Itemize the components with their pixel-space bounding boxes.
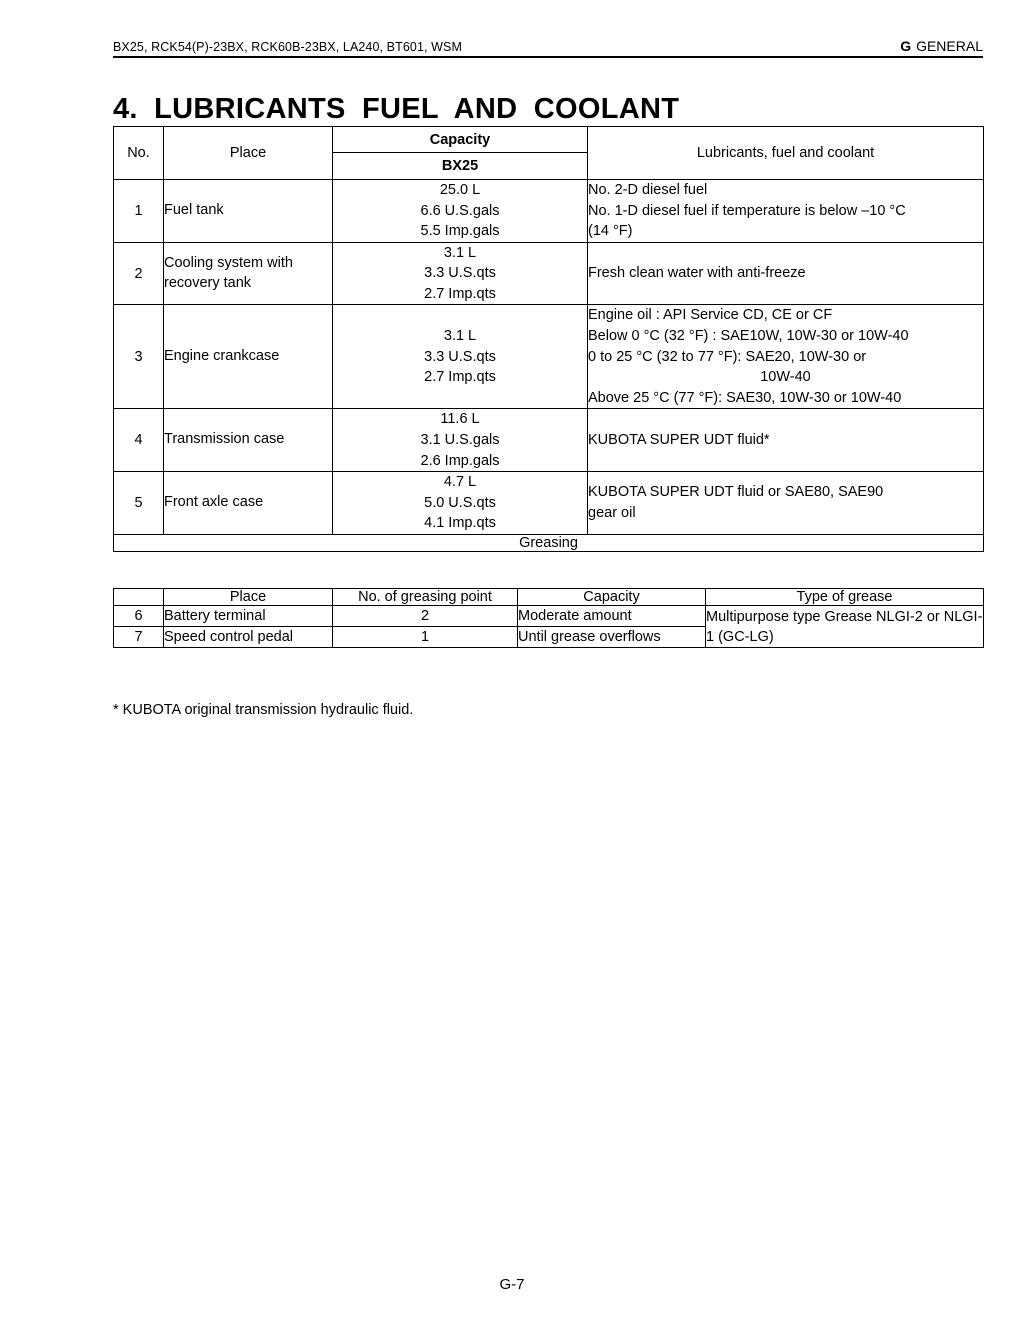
running-header — [113, 38, 983, 58]
greasing-column-header-capacity: Capacity — [518, 589, 706, 606]
capacity-line: 4.7 L — [443, 474, 477, 491]
capacity-line: 3.1 U.S.gals — [420, 431, 500, 448]
greasing-header-row — [114, 589, 984, 606]
lubricant-line: No. 1-D diesel fuel if temperature is below –10 °C — [588, 202, 906, 219]
greasing-row-points: 2 — [333, 606, 518, 627]
greasing-row-number: 6 — [114, 606, 164, 627]
header-section-name: GENERAL — [916, 38, 983, 54]
row-lubricant — [588, 180, 984, 243]
row-capacity — [333, 180, 588, 243]
greasing-row-capacity: Moderate amount — [518, 606, 706, 627]
greasing-table — [113, 588, 984, 648]
greasing-header-no-spacer — [114, 589, 164, 606]
row-place: Front axle case — [164, 472, 333, 535]
capacity-line: 2.7 Imp.qts — [424, 285, 496, 302]
lubricant-line: 10W-40 — [760, 369, 811, 386]
greasing-row-number: 7 — [114, 627, 164, 648]
capacity-line: 6.6 U.S.gals — [420, 202, 500, 219]
greasing-band-label: Greasing — [114, 534, 984, 551]
capacity-line: 11.6 L — [440, 411, 480, 428]
header-section-letter: G — [900, 38, 912, 54]
row-lubricant — [588, 242, 984, 305]
lubricant-line: gear oil — [588, 504, 636, 521]
greasing-row-points: 1 — [333, 627, 518, 648]
row-lubricant — [588, 472, 984, 535]
greasing-column-header-points: No. of greasing point — [333, 589, 518, 606]
row-number: 3 — [114, 305, 164, 409]
lubricant-line: (14 °F) — [588, 223, 633, 240]
header-model-list: BX25, RCK54(P)-23BX, RCK60B-23BX, LA240, BT601, WSM — [113, 40, 463, 54]
row-place: Fuel tank — [164, 180, 333, 243]
table-row — [114, 180, 984, 243]
column-header-lubricants: Lubricants, fuel and coolant — [588, 127, 984, 180]
greasing-row-capacity: Until grease overflows — [518, 627, 706, 648]
row-number: 5 — [114, 472, 164, 535]
lubricants-table — [113, 126, 984, 552]
column-header-no: No. — [114, 127, 164, 180]
lubricant-line: 0 to 25 °C (32 to 77 °F): SAE20, 10W-30 or — [588, 348, 867, 365]
row-capacity — [333, 472, 588, 535]
capacity-line: 2.6 Imp.gals — [420, 452, 500, 469]
page-number: G-7 — [499, 1276, 525, 1293]
capacity-line: 25.0 L — [439, 182, 481, 198]
capacity-line: 5.5 Imp.gals — [420, 223, 500, 240]
capacity-line: 3.1 L — [443, 328, 477, 345]
page-title: 4. LUBRICANTS FUEL AND COOLANT — [113, 93, 680, 126]
row-place: Engine crankcase — [164, 305, 333, 409]
capacity-line: 3.3 U.S.qts — [424, 348, 496, 365]
lubricant-line: Below 0 °C (32 °F) : SAE10W, 10W-30 or 10W-40 — [588, 328, 909, 345]
lubricant-line: No. 2-D diesel fuel — [588, 182, 708, 198]
greasing-type-of-grease: Multipurpose type Grease NLGI-2 or NLGI-1 (GC-LG) — [706, 606, 984, 648]
table-row — [114, 242, 984, 305]
lubricant-line: KUBOTA SUPER UDT fluid* — [588, 431, 770, 448]
lubricant-line: Engine oil : API Service CD, CE or CF — [588, 307, 833, 324]
greasing-row-place: Speed control pedal — [164, 627, 333, 648]
greasing-band-row — [114, 534, 984, 551]
table-header-row — [114, 127, 984, 180]
column-header-capacity-model: BX25 — [441, 158, 479, 174]
table-row — [114, 409, 984, 472]
capacity-line: 2.7 Imp.qts — [424, 369, 496, 386]
column-header-place: Place — [164, 127, 333, 180]
row-capacity — [333, 242, 588, 305]
greasing-row — [114, 606, 984, 627]
table-row — [114, 472, 984, 535]
column-header-capacity: Capacity — [333, 127, 587, 153]
header-section-label — [900, 38, 983, 54]
row-capacity — [333, 409, 588, 472]
capacity-line: 5.0 U.S.qts — [424, 494, 496, 511]
lubricant-line: KUBOTA SUPER UDT fluid or SAE80, SAE90 — [588, 484, 884, 501]
row-place: Cooling system with recovery tank — [164, 242, 333, 305]
column-header-capacity-group — [333, 127, 588, 180]
row-capacity — [333, 305, 588, 409]
footnote: * KUBOTA original transmission hydraulic fluid. — [113, 702, 414, 718]
capacity-line: 4.1 Imp.qts — [424, 515, 496, 532]
row-number: 4 — [114, 409, 164, 472]
row-place: Transmission case — [164, 409, 333, 472]
lubricant-line: Above 25 °C (77 °F): SAE30, 10W-30 or 10W-40 — [588, 389, 902, 406]
row-number: 1 — [114, 180, 164, 243]
capacity-line: 3.1 L — [443, 244, 477, 261]
capacity-line: 3.3 U.S.qts — [424, 265, 496, 282]
lubricant-line: Fresh clean water with anti-freeze — [588, 265, 806, 282]
row-lubricant — [588, 305, 984, 409]
greasing-column-header-type: Type of grease — [706, 589, 984, 606]
row-lubricant — [588, 409, 984, 472]
row-number: 2 — [114, 242, 164, 305]
greasing-row-place: Battery terminal — [164, 606, 333, 627]
table-row — [114, 305, 984, 409]
greasing-column-header-place: Place — [164, 589, 333, 606]
